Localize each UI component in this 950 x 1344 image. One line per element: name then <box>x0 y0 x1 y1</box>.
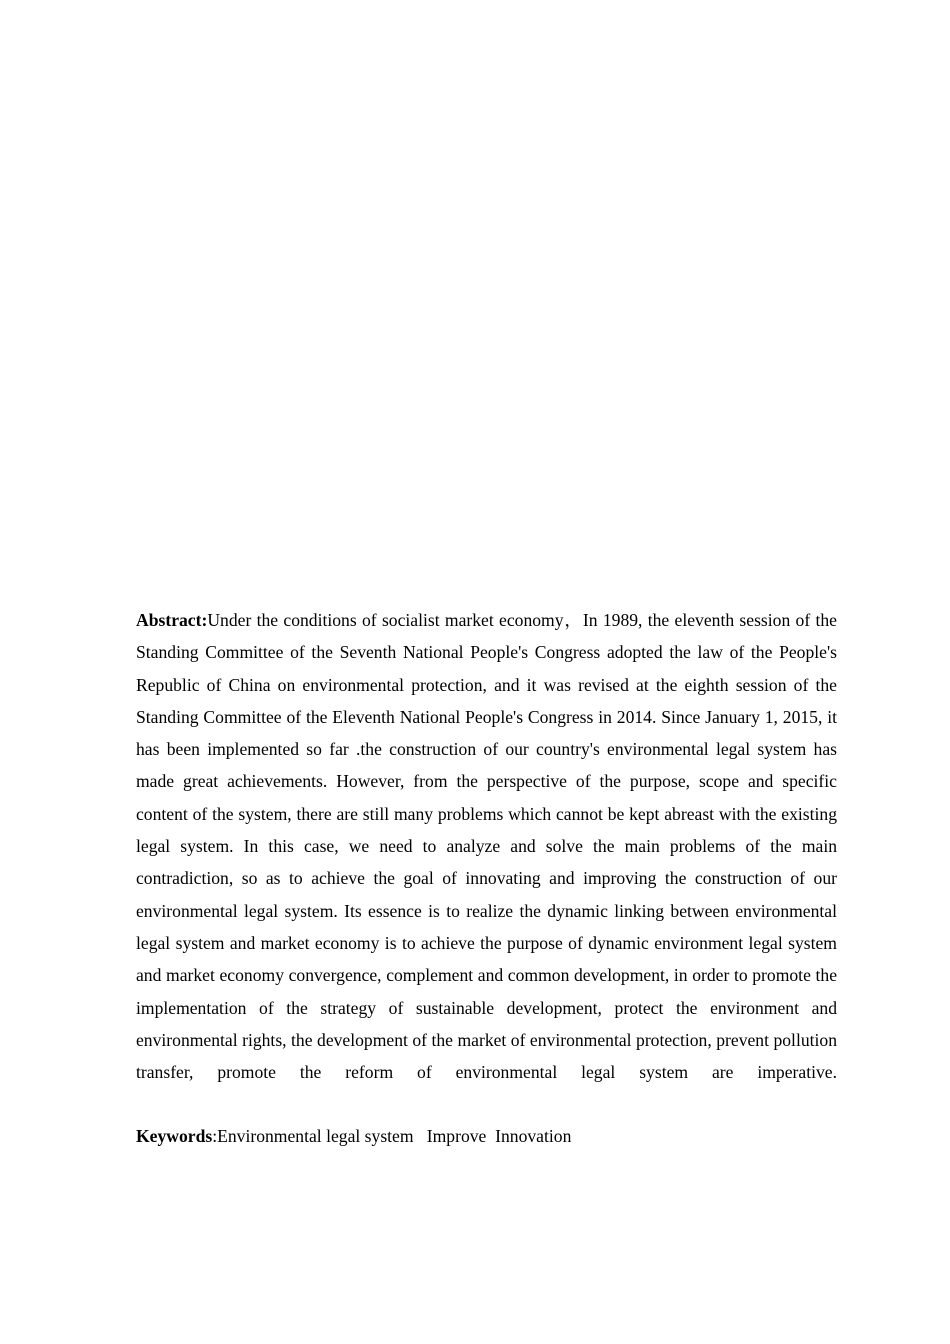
keywords-label: Keywords <box>136 1126 213 1146</box>
abstract-paragraph <box>136 604 837 1088</box>
keywords-text: Environmental legal system Improve Innovation <box>217 1126 572 1146</box>
abstract-label: Abstract: <box>136 610 208 630</box>
keywords-line <box>136 1120 837 1152</box>
keywords-separator: : <box>212 1126 218 1146</box>
abstract-text: Under the conditions of socialist market economy，In 1989, the eleventh session of the Standing Committee of the Seventh National People's Congress adopted the law of the People's Republic of China on environmental protection, and it was revised at the eighth session of the Standing Committee of the Eleventh National People's Congress in 2014. Since January 1, 2015, it has been implemented so far .the construction of our country's environmental legal system has made great achievements. However, from the perspective of the purpose, scope and specific content of the system, there are still many problems which cannot be kept abreast with the existing legal system. In this case, we need to analyze and solve the main problems of the main contradiction, so as to achieve the goal of innovating and improving the construction of our environmental legal system. Its essence is to realize the dynamic linking between environmental legal system and market economy is to achieve the purpose of dynamic environment legal system and market economy convergence, complement and common development, in order to promote the implementation of the strategy of sustainable development, protect the environment and environmental rights, the development of the market of environmental protection, prevent pollution transfer, promote the reform of environmental legal system are imperative. <box>136 610 837 1083</box>
